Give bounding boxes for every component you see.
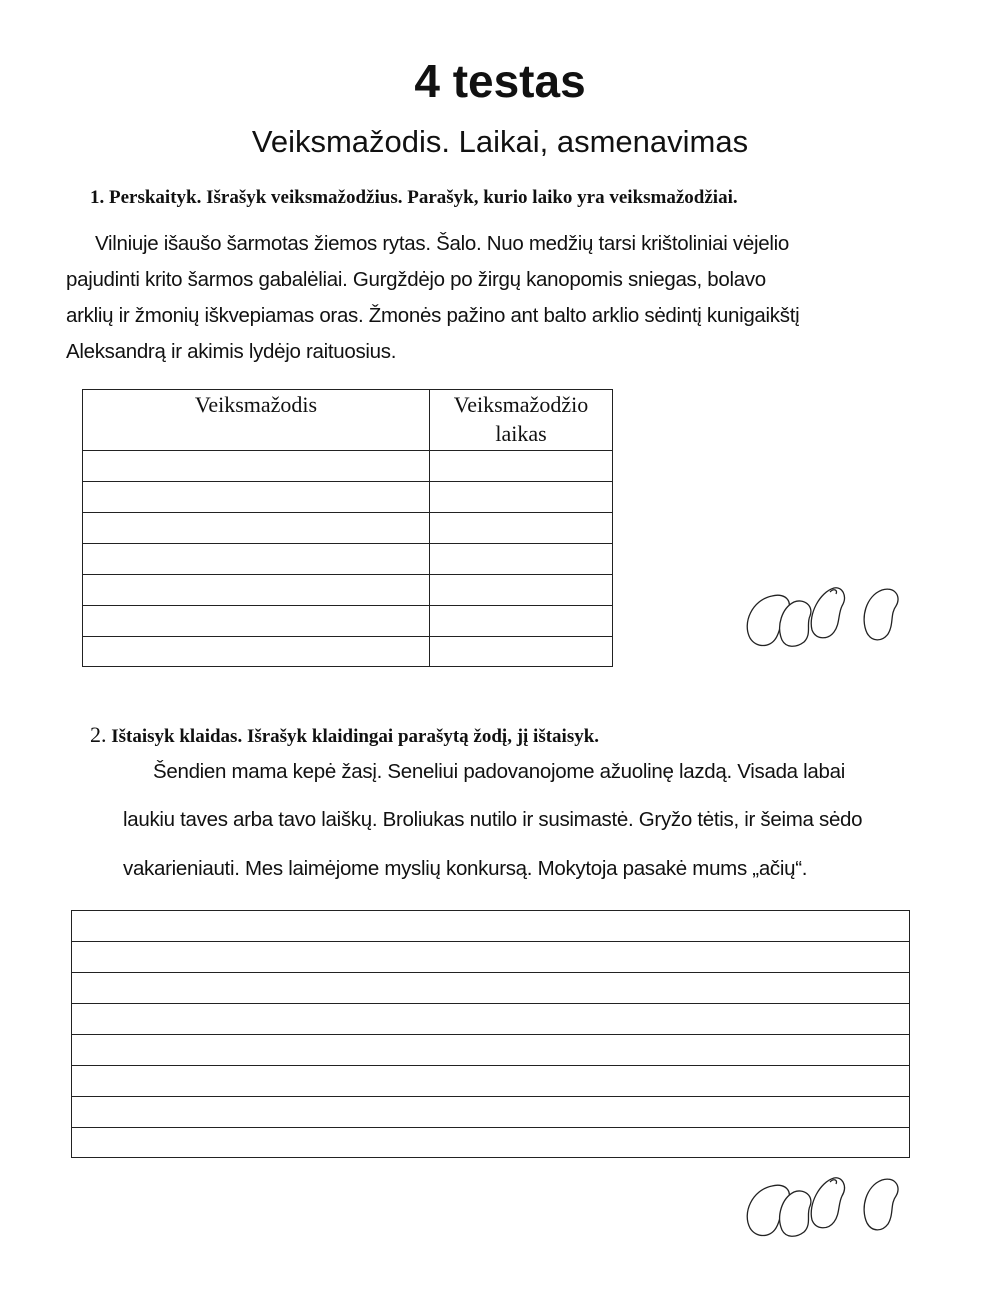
table-row	[83, 637, 613, 667]
task2-heading	[90, 722, 599, 748]
verb-cell[interactable]	[83, 637, 430, 667]
verb-cell[interactable]	[83, 513, 430, 544]
table-row	[83, 544, 613, 575]
task1-text-line: pajudinti krito šarmos gabalėliai. Gurgždėjo po žirgų kanopomis sniegas, bolavo	[66, 268, 766, 291]
task2-text-line: vakarieniauti. Mes laimėjome myslių konkursą. Mokytoja pasakė mums „ačių“.	[123, 857, 808, 880]
table-row	[83, 482, 613, 513]
task1-text-line: arklių ir žmonių iškvepiamas oras. Žmonės pažino ant balto arklio sėdintį kunigaikštį	[66, 304, 800, 327]
header-verb-tense: Veiksmažodžio laikas	[430, 390, 613, 451]
task1-text-line: Vilniuje išaušo šarmotas žiemos rytas. Šalo. Nuo medžių tarsi krištoliniai vėjelio	[95, 232, 789, 255]
answer-lines-table	[71, 910, 910, 1158]
answer-line[interactable]	[72, 1035, 910, 1066]
tense-cell[interactable]	[430, 637, 613, 667]
verb-cell[interactable]	[83, 575, 430, 606]
page-title: 4 testas	[414, 55, 586, 107]
tense-cell[interactable]	[430, 513, 613, 544]
task1-text-line: Aleksandrą ir akimis lydėjo raituosius.	[66, 340, 397, 363]
verb-cell[interactable]	[83, 451, 430, 482]
tense-cell[interactable]	[430, 606, 613, 637]
table-row	[83, 575, 613, 606]
verb-cell[interactable]	[83, 544, 430, 575]
tense-cell[interactable]	[430, 544, 613, 575]
task1-instruction: Perskaityk. Išrašyk veiksmažodžius. Parašyk, kurio laiko yra veiksmažodžiai.	[109, 187, 738, 208]
header-verb: Veiksmažodis	[83, 390, 430, 451]
answer-line[interactable]	[72, 1004, 910, 1035]
task1-heading	[90, 187, 738, 209]
task2-text-line: Šendien mama kepė žasį. Seneliui padovanojome ažuolinę lazdą. Visada labai	[153, 760, 845, 783]
answer-line[interactable]	[72, 1128, 910, 1158]
tense-cell[interactable]	[430, 482, 613, 513]
task2-number: 2.	[90, 722, 107, 747]
tense-cell[interactable]	[430, 451, 613, 482]
verb-cell[interactable]	[83, 606, 430, 637]
table-row	[83, 513, 613, 544]
task2-instruction: Ištaisyk klaidas. Išrašyk klaidingai parašytą žodį, jį ištaisyk.	[111, 726, 600, 747]
page-subtitle: Veiksmažodis. Laikai, asmenavimas	[251, 124, 749, 159]
tense-cell[interactable]	[430, 575, 613, 606]
answer-line[interactable]	[72, 942, 910, 973]
task2-text-line: laukiu taves arba tavo laiškų. Broliukas nutilo ir susimastė. Gryžo tėtis, ir šeima sėdo	[123, 808, 863, 831]
answer-line[interactable]	[72, 973, 910, 1004]
table-row	[83, 606, 613, 637]
verb-cell[interactable]	[83, 482, 430, 513]
task1-number: 1.	[90, 187, 105, 208]
beans-illustration	[742, 1168, 912, 1240]
answer-line[interactable]	[72, 1097, 910, 1128]
table-row	[83, 451, 613, 482]
answer-line[interactable]	[72, 911, 910, 942]
answer-line[interactable]	[72, 1066, 910, 1097]
verb-table	[82, 389, 613, 667]
beans-illustration	[742, 578, 912, 650]
